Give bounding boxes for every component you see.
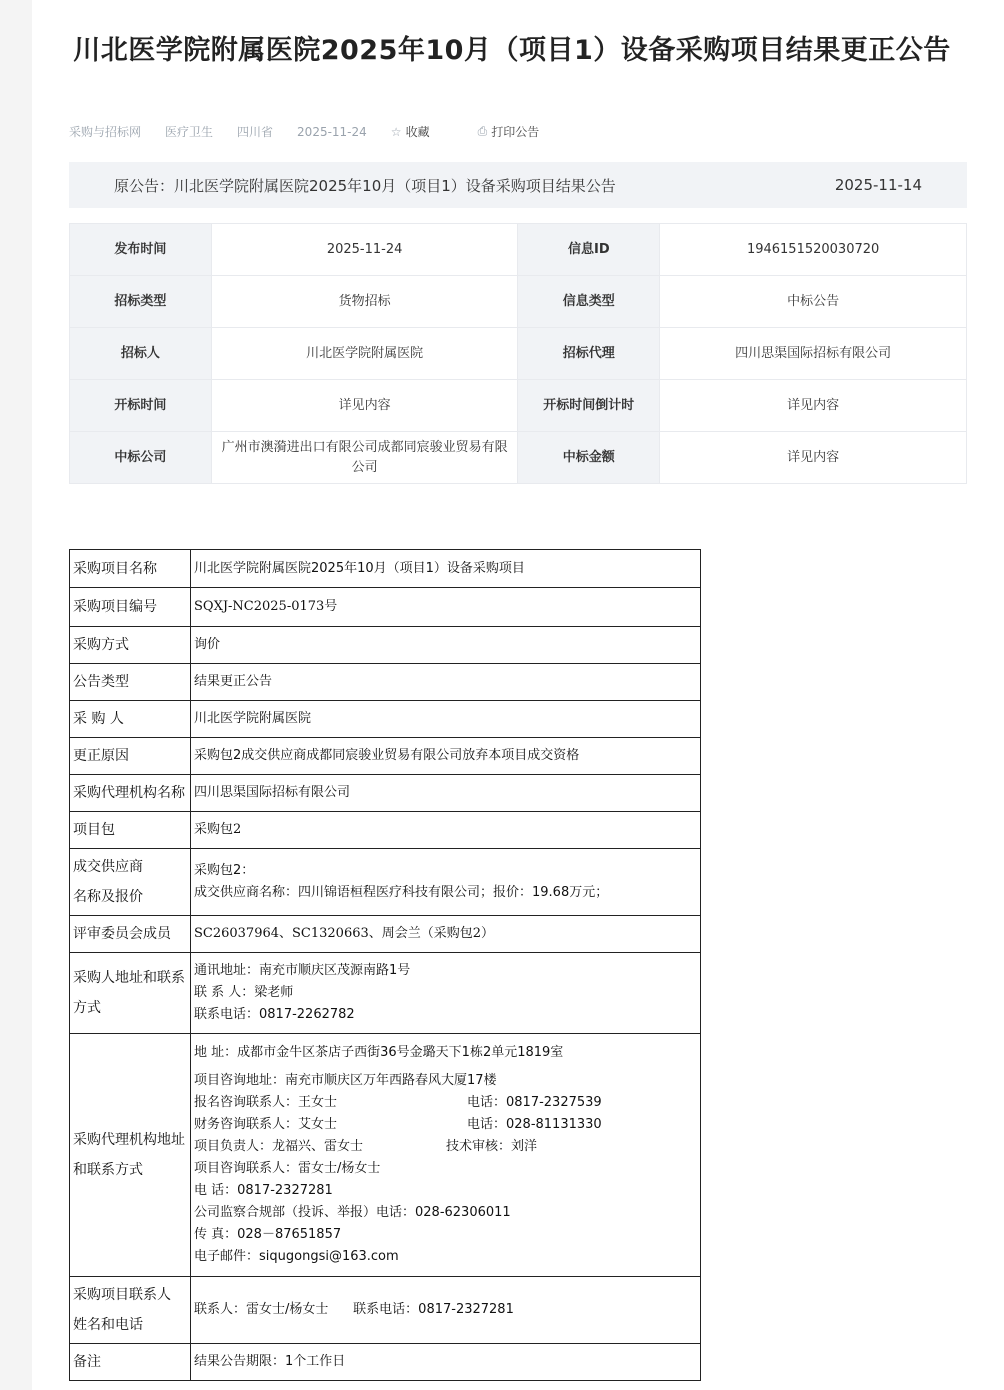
table-row (70, 812, 701, 849)
row-label-line: 方式 (73, 1000, 101, 1016)
row-label: 评审委员会成员 (70, 916, 191, 953)
original-notice-bar (69, 162, 967, 208)
row-value: 采购包2成交供应商成都同宸骏业贸易有限公司放弃本项目成交资格 (191, 738, 701, 775)
info-value: 1946151520030720 (660, 224, 967, 276)
row-value (191, 849, 701, 916)
info-row (70, 380, 967, 432)
row-value: 联系人：雷女士/杨女士 联系电话：0817-2327281 (191, 1277, 701, 1344)
favorite-label: 收藏 (405, 125, 430, 139)
meta-date: 2025-11-24 (297, 124, 367, 139)
info-label: 信息类型 (518, 276, 660, 328)
row-label: 采购方式 (70, 627, 191, 664)
info-value: 川北医学院附属医院 (211, 328, 518, 380)
registration-phone: 电话：0817-2327539 (467, 1095, 602, 1110)
row-label-line: 名称及报价 (73, 889, 143, 905)
row-label-line: 采购代理机构地址 (73, 1132, 185, 1148)
table-row (70, 550, 701, 588)
info-label: 开标时间倒计时 (518, 380, 660, 432)
agency-finance-line (194, 1114, 697, 1136)
agency-address: 地 址：成都市金牛区茶店子西街36号金璐天下1栋2单元1819室 (194, 1045, 564, 1060)
row-label: 采购项目编号 (70, 588, 191, 627)
printer-icon: ⎙ (477, 124, 488, 138)
info-value: 四川思渠国际招标有限公司 (660, 328, 967, 380)
project-owner: 项目负责人：龙福兴、雷女士 (194, 1139, 364, 1154)
technical-reviewer: 技术审核：刘洋 (446, 1139, 538, 1154)
row-label: 采购项目名称 (70, 550, 191, 588)
original-notice-link[interactable]: 原公告：川北医学院附属医院2025年10月（项目1）设备采购项目结果公告 (114, 176, 616, 195)
row-label-line: 姓名和电话 (73, 1317, 143, 1333)
supplier-detail: 成交供应商名称：四川锦语桓程医疗科技有限公司；报价：19.68万元； (194, 885, 609, 900)
row-value: SC26037964、SC1320663、周会兰（采购包2） (191, 916, 701, 953)
info-label: 中标公司 (70, 432, 212, 484)
row-label: 更正原因 (70, 738, 191, 775)
table-row (70, 916, 701, 953)
table-row (70, 588, 701, 627)
info-value: 中标公告 (660, 276, 967, 328)
table-row (70, 953, 701, 1034)
row-value: 询价 (191, 627, 701, 664)
table-row (70, 849, 701, 916)
meta-category-link[interactable]: 医疗卫生 (165, 125, 214, 139)
buyer-phone: 联系电话：0817-2262782 (194, 1007, 355, 1022)
table-row (70, 701, 701, 738)
row-label (70, 1034, 191, 1277)
row-label (70, 1277, 191, 1344)
info-label: 开标时间 (70, 380, 212, 432)
info-label: 信息ID (518, 224, 660, 276)
row-label: 采 购 人 (70, 701, 191, 738)
agency-consult-address: 项目咨询地址：南充市顺庆区万年西路春风大厦17楼 (194, 1073, 497, 1088)
info-label: 中标金额 (518, 432, 660, 484)
info-label: 招标人 (70, 328, 212, 380)
notice-page (32, 0, 1004, 1390)
project-consult-contact: 项目咨询联系人：雷女士/杨女士 (194, 1161, 381, 1176)
row-label-line: 采购人地址和联系 (73, 970, 185, 986)
original-notice-date: 2025-11-14 (834, 176, 922, 194)
info-label: 招标类型 (70, 276, 212, 328)
row-label (70, 849, 191, 916)
row-value (191, 953, 701, 1034)
table-row (70, 1344, 701, 1381)
info-value: 详见内容 (660, 380, 967, 432)
agency-email: 电子邮件：siqugongsi@163.com (194, 1249, 399, 1264)
row-label: 项目包 (70, 812, 191, 849)
info-label: 招标代理 (518, 328, 660, 380)
row-value (191, 1034, 701, 1277)
row-value: 采购包2 (191, 812, 701, 849)
row-value: 结果更正公告 (191, 664, 701, 701)
agency-fax: 传 真：028－87651857 (194, 1227, 342, 1242)
table-row (70, 1277, 701, 1344)
row-label-line: 和联系方式 (73, 1162, 143, 1178)
row-label-line: 采购项目联系人 (73, 1287, 171, 1303)
table-row (70, 627, 701, 664)
star-icon: ☆ (390, 124, 402, 139)
supplier-package: 采购包2： (194, 863, 255, 878)
agency-owner-line (194, 1136, 697, 1158)
row-label: 公告类型 (70, 664, 191, 701)
detail-table (69, 549, 701, 1381)
row-value: 结果公告期限：1个工作日 (191, 1344, 701, 1381)
info-table (69, 223, 967, 484)
finance-phone: 电话：028-81131330 (467, 1117, 602, 1132)
meta-site-link[interactable]: 采购与招标网 (69, 125, 142, 139)
buyer-address: 通讯地址：南充市顺庆区茂源南路1号 (194, 963, 411, 978)
page-title: 川北医学院附属医院2025年10月（项目1）设备采购项目结果更正公告 (73, 35, 951, 66)
row-value: 川北医学院附属医院 (191, 701, 701, 738)
supervision-phone: 公司监察合规部（投诉、举报）电话：028-62306011 (194, 1205, 511, 1220)
info-row (70, 276, 967, 328)
print-button[interactable] (478, 123, 564, 140)
info-label: 发布时间 (70, 224, 212, 276)
info-value: 详见内容 (660, 432, 967, 484)
favorite-button[interactable] (391, 123, 454, 140)
row-label: 采购代理机构名称 (70, 775, 191, 812)
info-row (70, 224, 967, 276)
info-row (70, 432, 967, 484)
row-label: 备注 (70, 1344, 191, 1381)
finance-contact: 财务咨询联系人：艾女士 (194, 1117, 338, 1132)
row-value: SQXJ-NC2025-0173号 (191, 588, 701, 627)
table-row (70, 664, 701, 701)
row-value: 川北医学院附属医院2025年10月（项目1）设备采购项目 (191, 550, 701, 588)
row-label (70, 953, 191, 1034)
buyer-contact-person: 联 系 人：梁老师 (194, 985, 294, 1000)
meta-bar (69, 123, 587, 140)
info-value: 2025-11-24 (211, 224, 518, 276)
row-value: 四川思渠国际招标有限公司 (191, 775, 701, 812)
info-value: 货物招标 (211, 276, 518, 328)
row-label-line: 成交供应商 (73, 859, 143, 875)
meta-region-link[interactable]: 四川省 (237, 125, 274, 139)
table-row (70, 1034, 701, 1277)
table-row (70, 775, 701, 812)
agency-phone: 电 话：0817-2327281 (194, 1183, 333, 1198)
info-value: 广州市澳漪进出口有限公司成都同宸骏业贸易有限公司 (211, 432, 518, 484)
registration-contact: 报名咨询联系人：王女士 (194, 1095, 338, 1110)
table-row (70, 738, 701, 775)
info-value: 详见内容 (211, 380, 518, 432)
print-label: 打印公告 (491, 125, 540, 139)
agency-registration-line (194, 1092, 697, 1114)
info-row (70, 328, 967, 380)
